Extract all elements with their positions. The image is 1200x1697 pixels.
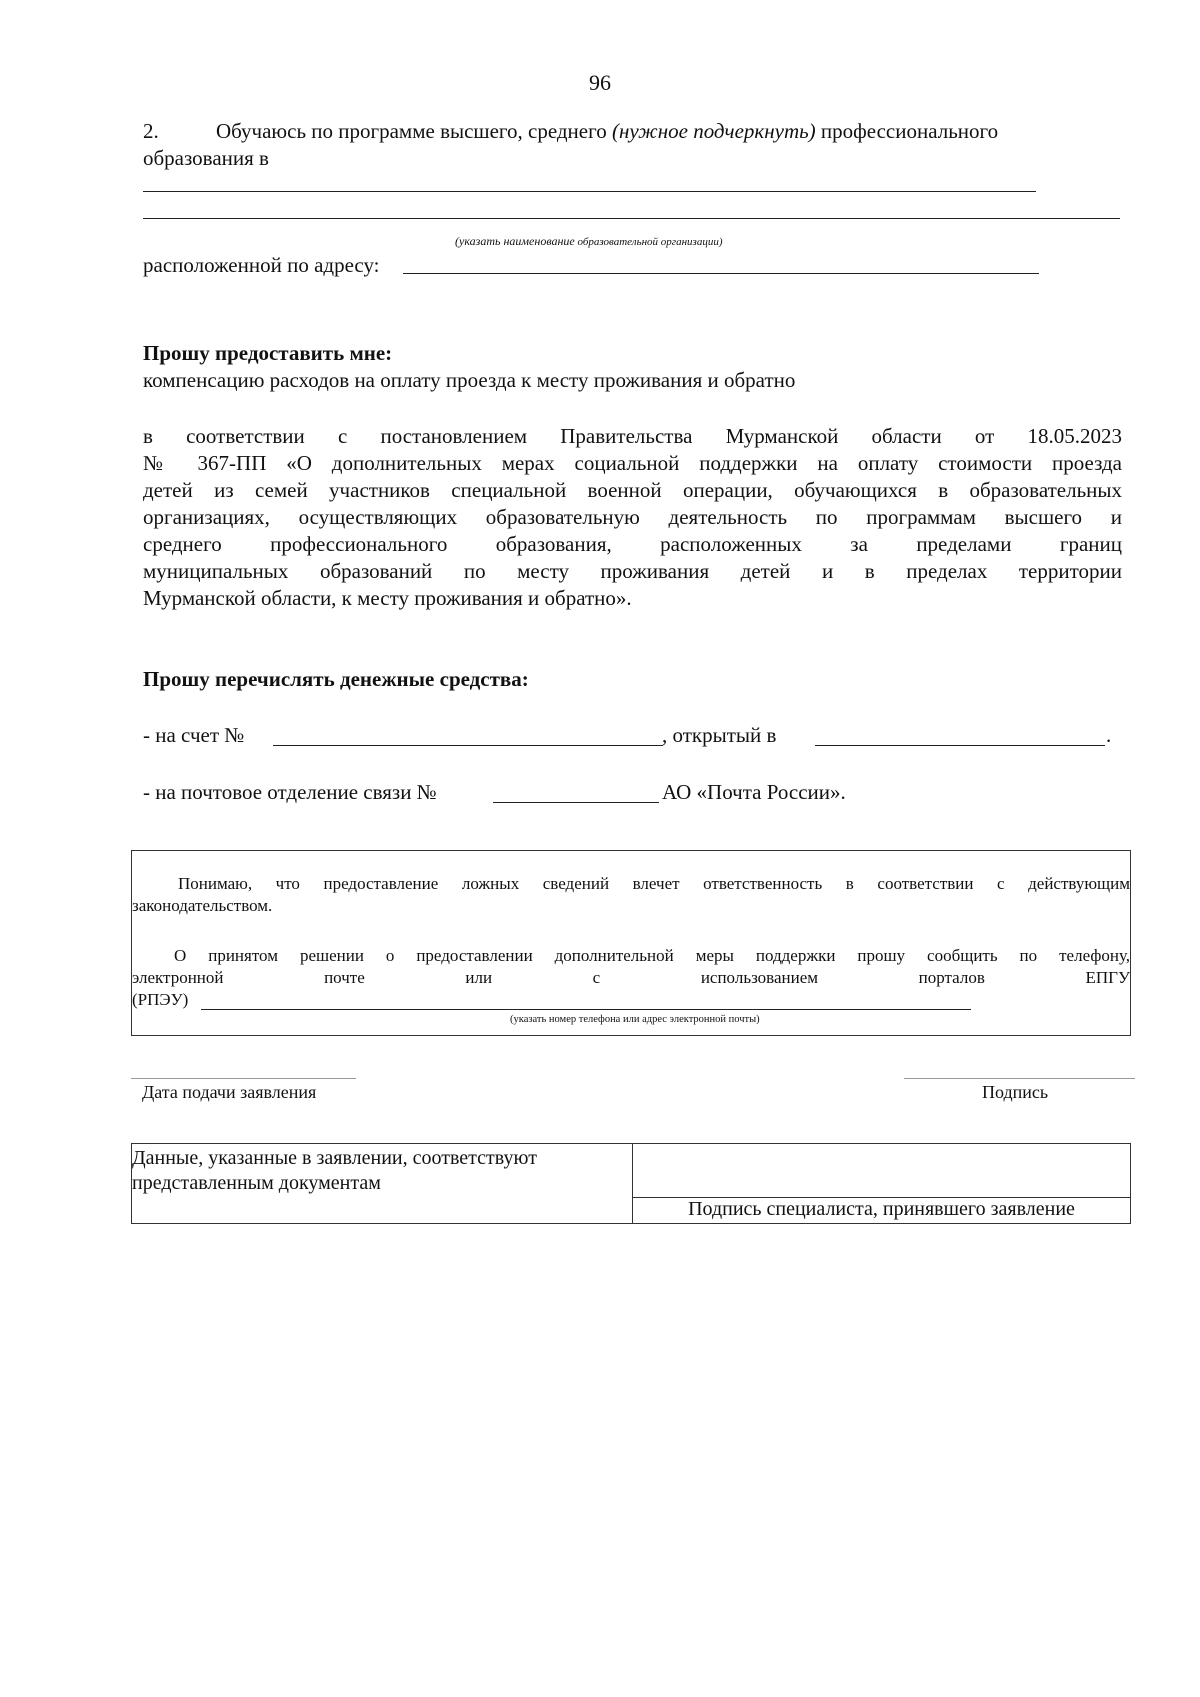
signature-field[interactable] <box>904 1078 1135 1079</box>
post-office-number-field[interactable] <box>493 802 659 803</box>
notice-p1-line1: Понимаю, что предоставление ложных сведений влечет ответственность в соответствии с действующим <box>178 874 1130 893</box>
date-field[interactable] <box>131 1078 356 1079</box>
item-number: 2. <box>143 119 159 143</box>
request-heading: Прошу предоставить мне: <box>143 341 393 365</box>
post-office-suffix: АО «Почта России». <box>662 780 846 804</box>
legal-basis-line: муниципальных образований по месту проживания детей и в пределах территории <box>143 559 1122 583</box>
notice-p1-line2: законодательством. <box>132 896 273 915</box>
page-number: 96 <box>589 70 611 95</box>
contact-field[interactable] <box>201 1009 971 1010</box>
date-label: Дата подачи заявления <box>142 1082 317 1102</box>
address-label: расположенной по адресу: <box>143 253 380 277</box>
account-prefix: - на счет № <box>143 723 245 747</box>
study-program-sentence <box>216 118 998 145</box>
account-opened-label: , открытый в <box>662 723 777 747</box>
legal-basis-line: среднего профессионального образования, расположенных за пределами границ <box>143 532 1122 556</box>
organization-name-field-line1[interactable] <box>143 191 1036 192</box>
specialist-signature-cell[interactable] <box>633 1144 1131 1198</box>
post-office-prefix: - на почтовое отделение связи № <box>143 780 437 804</box>
request-item: компенсацию расходов на оплату проезда к месту проживания и обратно <box>143 368 796 392</box>
account-end-dot: . <box>1106 723 1112 747</box>
notice-p2-line3: (РПЭУ) <box>132 990 189 1009</box>
legal-basis-line: № 367-ПП «О дополнительных мерах социальной поддержки на оплату стоимости проезда <box>143 451 1122 475</box>
notice-p2-line2: электронной почте или с использованием порталов ЕПГУ <box>132 968 1130 987</box>
organization-caption-italic: (указать наименование <box>455 234 575 248</box>
verification-statement: Данные, указанные в заявлении, соответствуют представленным документам <box>132 1144 633 1224</box>
notice-box <box>131 850 1131 1036</box>
study-line2: образования в <box>143 146 269 170</box>
legal-basis-line: в соответствии с постановлением Правительства Мурманской области от 18.05.2023 <box>143 424 1122 448</box>
study-text-after: профессионального <box>815 119 999 143</box>
study-text-before: Обучаюсь по программе высшего, среднего <box>216 119 612 143</box>
contact-caption: (указать номер телефона или адрес электронной почты) <box>510 1014 760 1025</box>
legal-basis-line: организациях, осуществляющих образовательную деятельность по программам высшего и <box>143 505 1122 529</box>
payment-heading: Прошу перечислять денежные средства: <box>143 667 529 691</box>
address-field[interactable] <box>403 273 1039 274</box>
organization-caption <box>455 232 723 250</box>
legal-basis-line-last: Мурманской области, к месту проживания и обратно». <box>143 586 632 610</box>
specialist-signature-caption: Подпись специалиста, принявшего заявление <box>633 1198 1131 1224</box>
study-text-italic: (нужное подчеркнуть) <box>611 119 816 143</box>
legal-basis-paragraph <box>143 423 1122 612</box>
legal-basis-line: детей из семей участников специальной военной операции, обучающихся в образовательных <box>143 478 1122 502</box>
account-number-field[interactable] <box>273 745 663 746</box>
signature-label: Подпись <box>982 1082 1049 1102</box>
organization-caption-rest: образовательной организации) <box>574 236 723 248</box>
organization-name-field-line2[interactable] <box>143 218 1120 219</box>
bank-name-field[interactable] <box>815 745 1105 746</box>
notice-p2-line1: О принятом решении о предоставлении дополнительной меры поддержки прошу сообщить по телефону, <box>174 946 1130 965</box>
verification-table <box>131 1143 1131 1224</box>
